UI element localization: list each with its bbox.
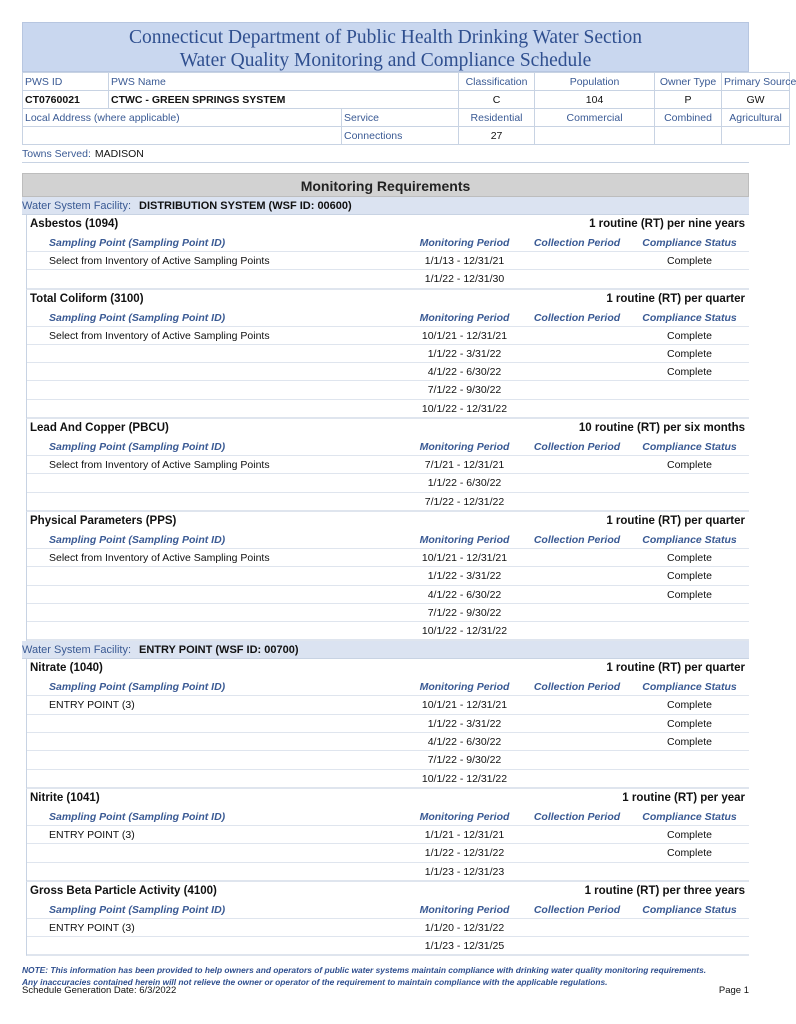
towns-served — [22, 145, 749, 163]
towns-value: MADISON — [94, 148, 144, 160]
compliance-status: Complete — [667, 329, 712, 342]
facility-label: Water System Facility: — [22, 644, 131, 657]
pws-id-value: CT0760021 — [23, 91, 109, 109]
compliance-status: Complete — [667, 717, 712, 730]
contaminant-section — [26, 419, 749, 512]
agricultural-label: Agricultural — [722, 109, 790, 127]
contaminant-section — [26, 882, 749, 957]
monitoring-period: 7/1/22 - 9/30/22 — [427, 384, 502, 397]
facility-label: Water System Facility: — [22, 200, 131, 212]
monitoring-period-header: Monitoring Period — [419, 533, 510, 546]
table-row — [27, 327, 749, 345]
collection-period-header: Collection Period — [533, 237, 621, 249]
monitoring-period: 4/1/22 - 6/30/22 — [427, 588, 502, 601]
table-row — [27, 844, 749, 862]
table-row — [27, 474, 749, 492]
contaminant-section — [26, 512, 749, 641]
table-row — [27, 826, 749, 844]
table-row — [27, 381, 749, 399]
note-line-2: Any inaccuracies contained herein will not relieve the owner or operator of the requirement to maintain compliance with the applicable regulations. — [22, 977, 608, 988]
contaminant-header — [27, 419, 749, 438]
local-address-value — [23, 127, 342, 145]
monitoring-frequency: 1 routine (RT) per quarter — [606, 514, 745, 527]
combined-value — [655, 127, 722, 145]
monitoring-frequency: 1 routine (RT) per year — [622, 791, 745, 804]
generation-date: Schedule Generation Date: 6/3/2022 — [22, 985, 177, 996]
compliance-status-header: Compliance Status — [642, 681, 737, 694]
table-row — [27, 567, 749, 585]
monitoring-period: 7/1/22 - 9/30/22 — [427, 606, 502, 619]
commercial-label: Commercial — [535, 109, 655, 127]
collection-period-header: Collection Period — [533, 903, 621, 916]
table-row — [27, 919, 749, 937]
table-row — [27, 863, 749, 881]
monitoring-frequency: 1 routine (RT) per three years — [584, 884, 745, 897]
contaminant-section — [26, 290, 749, 419]
column-headers — [27, 678, 749, 696]
agricultural-value — [722, 127, 790, 145]
compliance-status: Complete — [667, 736, 712, 749]
collection-period-header: Collection Period — [533, 810, 621, 823]
pws-name-value: CTWC - GREEN SPRINGS SYSTEM — [109, 91, 459, 109]
compliance-status: Complete — [667, 255, 712, 267]
compliance-status-header: Compliance Status — [642, 810, 737, 823]
table-row — [27, 549, 749, 567]
table-row — [27, 937, 749, 955]
title-banner — [22, 22, 749, 72]
sampling-point: Select from Inventory of Active Sampling Points — [49, 255, 270, 267]
compliance-status: Complete — [667, 551, 712, 564]
monitoring-period: 1/1/22 - 6/30/22 — [427, 477, 502, 490]
table-row — [27, 400, 749, 418]
sampling-point-header: Sampling Point (Sampling Point ID) — [49, 441, 226, 454]
compliance-status: Complete — [667, 570, 712, 583]
page-number: Page 1 — [718, 985, 749, 996]
monitoring-requirements-title: Monitoring Requirements — [22, 173, 749, 197]
monitoring-period: 4/1/22 - 6/30/22 — [427, 366, 502, 379]
classification-label: Classification — [459, 73, 535, 91]
sampling-point: Select from Inventory of Active Sampling Points — [49, 459, 270, 472]
sampling-point: ENTRY POINT (3) — [49, 828, 135, 841]
sampling-point: Select from Inventory of Active Sampling Points — [49, 329, 270, 342]
pws-name-label: PWS Name — [109, 73, 459, 91]
table-row — [27, 586, 749, 604]
table-row — [27, 751, 749, 769]
facility-header — [22, 641, 749, 659]
monitoring-period-header: Monitoring Period — [419, 311, 510, 324]
table-row — [27, 363, 749, 381]
contaminant-name: Physical Parameters (PPS) — [30, 514, 177, 527]
contaminant-header — [27, 512, 749, 531]
compliance-status-header: Compliance Status — [642, 903, 737, 916]
collection-period-header: Collection Period — [533, 441, 621, 454]
contaminant-header — [27, 789, 749, 808]
contaminant-name: Gross Beta Particle Activity (4100) — [30, 884, 217, 897]
compliance-status: Complete — [667, 588, 712, 601]
monitoring-period: 10/1/21 - 12/31/21 — [421, 329, 508, 342]
table-row — [27, 604, 749, 622]
population-value: 104 — [535, 91, 655, 109]
combined-label: Combined — [655, 109, 722, 127]
contaminant-name: Nitrate (1040) — [30, 662, 103, 675]
column-headers — [27, 531, 749, 549]
table-row — [27, 733, 749, 751]
column-headers — [27, 234, 749, 252]
sampling-point-header: Sampling Point (Sampling Point ID) — [49, 810, 226, 823]
population-label: Population — [535, 73, 655, 91]
contaminant-name: Lead And Copper (PBCU) — [30, 422, 169, 435]
sampling-point-header: Sampling Point (Sampling Point ID) — [49, 903, 226, 916]
title-line-2: Water Quality Monitoring and Compliance Schedule — [179, 50, 592, 71]
monitoring-period: 4/1/22 - 6/30/22 — [427, 736, 502, 749]
contaminant-section — [26, 215, 749, 290]
compliance-status: Complete — [667, 459, 712, 472]
facility-header — [22, 197, 749, 215]
column-headers — [27, 309, 749, 327]
pws-id-label: PWS ID — [23, 73, 109, 91]
monitoring-period: 10/1/22 - 12/31/22 — [421, 625, 508, 638]
compliance-status-header: Compliance Status — [642, 237, 737, 249]
primary-source-label: Primary Source — [722, 73, 790, 91]
table-row — [27, 345, 749, 363]
contaminant-name: Asbestos (1094) — [30, 218, 119, 230]
compliance-status: Complete — [667, 347, 712, 360]
residential-label: Residential — [459, 109, 535, 127]
primary-source-value: GW — [722, 91, 790, 109]
sampling-point: ENTRY POINT (3) — [49, 699, 135, 712]
table-row — [27, 493, 749, 511]
compliance-status-header: Compliance Status — [642, 311, 737, 324]
table-row — [27, 715, 749, 733]
column-headers — [27, 901, 749, 919]
monitoring-period-header: Monitoring Period — [419, 441, 510, 454]
collection-period-header: Collection Period — [533, 681, 621, 694]
compliance-status: Complete — [667, 847, 712, 860]
monitoring-period: 1/1/22 - 12/31/30 — [424, 273, 505, 286]
facility-name: ENTRY POINT (WSF ID: 00700) — [139, 644, 299, 657]
table-row — [27, 622, 749, 640]
facilities-container — [22, 197, 749, 956]
page-footer — [22, 985, 749, 996]
table-row — [27, 696, 749, 714]
contaminant-name: Nitrite (1041) — [30, 791, 100, 804]
contaminant-name: Total Coliform (3100) — [30, 292, 144, 305]
table-row — [27, 270, 749, 288]
monitoring-period-header: Monitoring Period — [419, 681, 510, 694]
monitoring-period-header: Monitoring Period — [419, 810, 510, 823]
monitoring-period: 1/1/23 - 12/31/25 — [424, 940, 505, 953]
collection-period-header: Collection Period — [533, 311, 621, 324]
commercial-value — [535, 127, 655, 145]
contaminant-header — [27, 659, 749, 678]
monitoring-period: 1/1/21 - 12/31/21 — [424, 828, 505, 841]
compliance-status: Complete — [667, 699, 712, 712]
monitoring-period: 10/1/22 - 12/31/22 — [421, 772, 508, 785]
monitoring-period: 7/1/21 - 12/31/21 — [424, 459, 505, 472]
connections-label: Connections — [342, 127, 459, 145]
sampling-point-header: Sampling Point (Sampling Point ID) — [49, 237, 226, 249]
monitoring-period: 1/1/22 - 3/31/22 — [427, 717, 502, 730]
monitoring-period: 1/1/20 - 12/31/22 — [424, 921, 505, 934]
column-headers — [27, 808, 749, 826]
note-line-1: NOTE: This information has been provided to help owners and operators of public water systems maintain compliance with drinking water quality monitoring requirements. — [22, 965, 707, 976]
collection-period-header: Collection Period — [533, 533, 621, 546]
contaminant-section — [26, 659, 749, 788]
monitoring-period: 10/1/22 - 12/31/22 — [421, 402, 508, 415]
monitoring-period: 7/1/22 - 12/31/22 — [424, 495, 505, 508]
contaminant-header — [27, 290, 749, 309]
monitoring-period: 1/1/22 - 3/31/22 — [427, 570, 502, 583]
table-row — [27, 770, 749, 788]
schedule-page — [22, 22, 796, 988]
sampling-point: Select from Inventory of Active Sampling Points — [49, 551, 270, 564]
contaminant-header — [27, 215, 749, 234]
facility-name: DISTRIBUTION SYSTEM (WSF ID: 00600) — [139, 200, 352, 212]
sampling-point-header: Sampling Point (Sampling Point ID) — [49, 311, 226, 324]
residential-value: 27 — [459, 127, 535, 145]
monitoring-period: 7/1/22 - 9/30/22 — [427, 754, 502, 767]
towns-label: Towns Served: — [22, 148, 91, 160]
sampling-point-header: Sampling Point (Sampling Point ID) — [49, 681, 226, 694]
compliance-status-header: Compliance Status — [642, 533, 737, 546]
monitoring-period: 1/1/23 - 12/31/23 — [424, 865, 505, 878]
column-headers — [27, 438, 749, 456]
monitoring-period: 10/1/21 - 12/31/21 — [421, 551, 508, 564]
table-row — [27, 252, 749, 270]
owner-type-value: P — [655, 91, 722, 109]
monitoring-period-header: Monitoring Period — [419, 237, 510, 249]
sampling-point-header: Sampling Point (Sampling Point ID) — [49, 533, 226, 546]
monitoring-period: 1/1/22 - 12/31/22 — [424, 847, 505, 860]
monitoring-frequency: 1 routine (RT) per nine years — [589, 218, 745, 230]
monitoring-period: 1/1/22 - 3/31/22 — [427, 347, 502, 360]
monitoring-frequency: 1 routine (RT) per quarter — [606, 292, 745, 305]
system-info-table — [22, 72, 796, 145]
title-line-1: Connecticut Department of Public Health Drinking Water Section — [128, 27, 643, 48]
compliance-status-header: Compliance Status — [642, 441, 737, 454]
service-label: Service — [342, 109, 459, 127]
sampling-point: ENTRY POINT (3) — [49, 921, 135, 934]
monitoring-frequency: 10 routine (RT) per six months — [578, 422, 745, 435]
compliance-status: Complete — [667, 828, 712, 841]
classification-value: C — [459, 91, 535, 109]
monitoring-period-header: Monitoring Period — [419, 903, 510, 916]
contaminant-header — [27, 882, 749, 901]
monitoring-period: 1/1/13 - 12/31/21 — [424, 255, 505, 267]
monitoring-frequency: 1 routine (RT) per quarter — [606, 662, 745, 675]
table-row — [27, 456, 749, 474]
monitoring-period: 10/1/21 - 12/31/21 — [421, 699, 508, 712]
contaminant-section — [26, 789, 749, 882]
owner-type-label: Owner Type — [655, 73, 722, 91]
local-address-label: Local Address (where applicable) — [23, 109, 342, 127]
compliance-status: Complete — [667, 366, 712, 379]
